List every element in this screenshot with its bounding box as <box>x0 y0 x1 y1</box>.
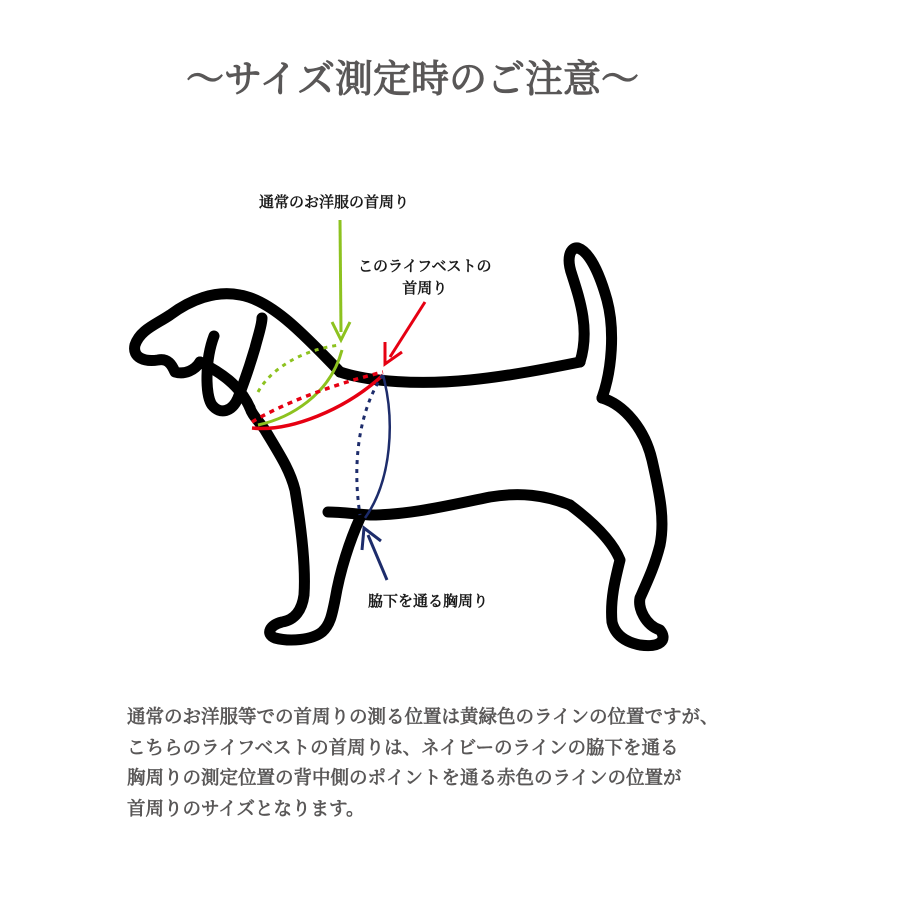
description-line: こちらのライフベストの首周りは、ネイビーのラインの脇下を通る <box>127 737 679 759</box>
description <box>127 703 827 825</box>
normal-neck-label: 通常のお洋服の首周り <box>259 193 410 211</box>
description-line: 胸周りの測定位置の背中側のポイントを通る赤色のラインの位置が <box>127 768 682 789</box>
chest-label: 脇下を通る胸周り <box>368 592 489 610</box>
chest-line <box>357 375 390 518</box>
dog-front-leg <box>250 408 360 640</box>
vest-neck-label-line2: 首周り <box>402 279 448 297</box>
description-line: 首周りのサイズとなります。 <box>127 798 365 820</box>
dog-tail <box>569 248 611 398</box>
dog-rear-leg <box>570 398 663 646</box>
description-line: 通常のお洋服等での首周りの測る位置は黄緑色のラインの位置ですが、 <box>127 707 719 728</box>
chest-arrow <box>362 528 387 580</box>
dog-belly <box>328 495 570 515</box>
page-title: 〜サイズ測定時のご注意〜 <box>186 57 639 101</box>
normal-neck-arrow <box>332 220 350 340</box>
dog-silhouette <box>135 248 664 646</box>
vest-neck-arrow <box>385 302 425 364</box>
dog-outline-head-back <box>135 294 340 373</box>
vest-neck-label <box>358 255 492 299</box>
vest-neck-label-line1: このライフベストの <box>358 257 492 275</box>
